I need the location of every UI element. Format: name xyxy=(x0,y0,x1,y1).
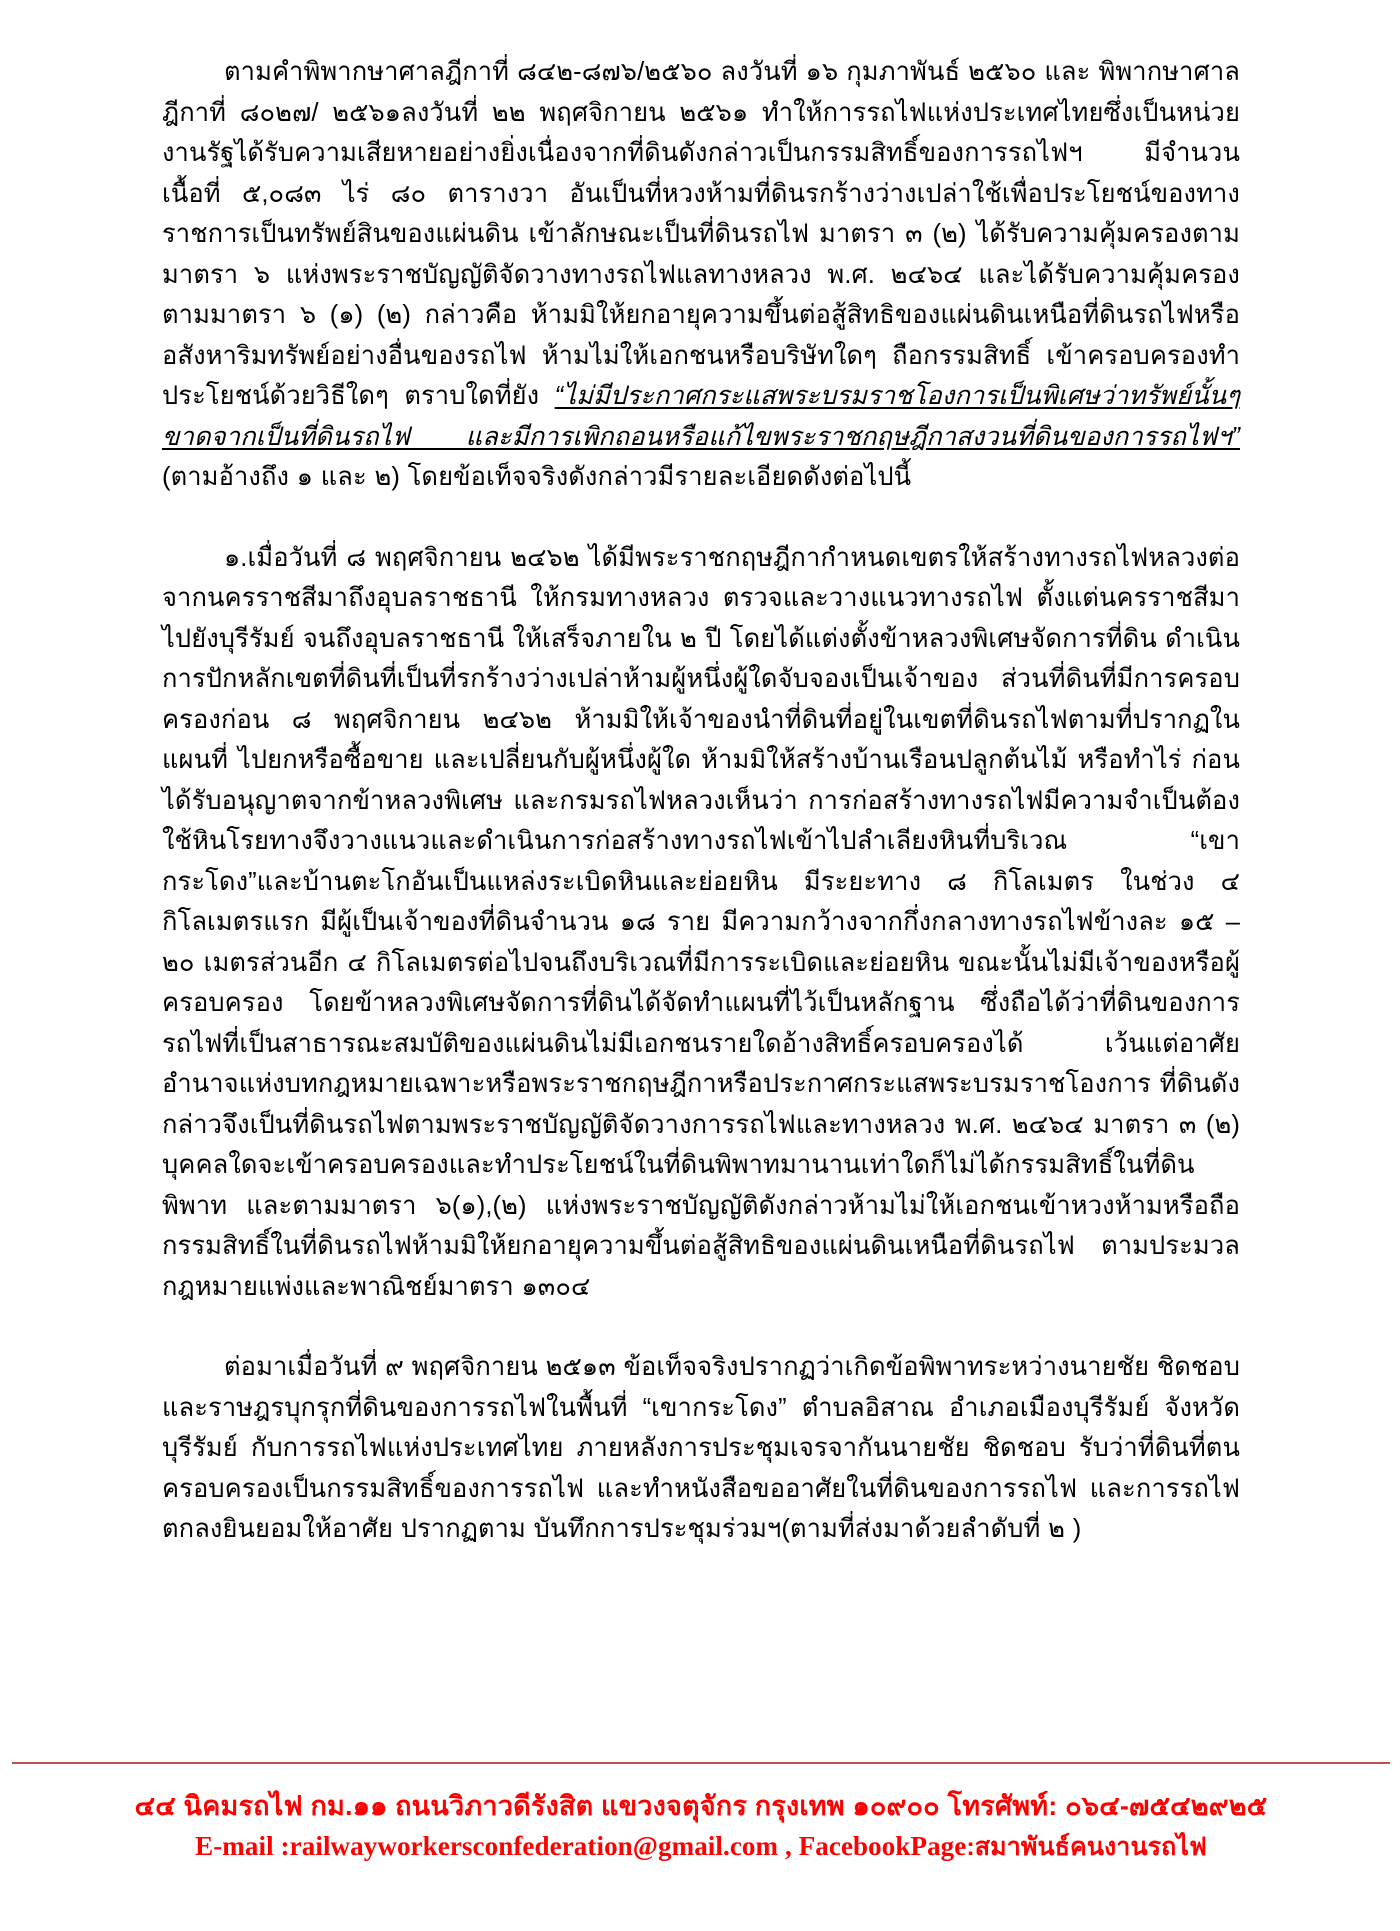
page-footer xyxy=(12,1762,1390,1867)
footer-contact xyxy=(12,1826,1390,1867)
footer-email-address[interactable]: railwayworkersconfederation@gmail.com xyxy=(289,1831,779,1861)
footer-address: ๔๔ นิคมรถไฟ กม.๑๑ ถนนวิภาวดีรังสิต แขวงจตุจักร กรุงเทพ ๑๐๙๐๐ โทรศัพท์: ๐๖๔-๗๕๔๒๙๒๕ xyxy=(134,1791,1268,1821)
paragraph-3 xyxy=(162,1347,1240,1550)
paragraph-spacer-2 xyxy=(162,1307,1240,1347)
paragraph-1-quoted-passage: “ไม่มีประกาศกระแสพระบรมราชโองการเป็นพิเศษว่าทรัพย์นั้นๆขาดจากเป็นที่ดินรถไฟ และมีการเพิกถอนหรือแก้ไขพระราชกฤษฎีกาสงวนที่ดินของการรถไฟฯ” xyxy=(162,382,1240,451)
paragraph-2-text: ๑.เมื่อวันที่ ๘ พฤศจิกายน ๒๔๖๒ ได้มีพระราชกฤษฎีกากำหนดเขตรให้สร้างทางรถไฟหลวงต่อจากนครราชสีมาถึงอุบลราชธานี ให้กรมทางหลวง ตรวจและวางแนวทางรถไฟ ตั้งแต่นครราชสีมา ไปยังบุรีรัมย์ จนถึงอุบลราชธานี ให้เสร็จภายใน ๒ ปี โดยได้แต่งตั้งข้าหลวงพิเศษจัดการที่ดิน ดำเนินการปักหลักเขตที่ดินที่เป็นที่รกร้างว่างเปล่าห้ามผู้หนึ่งผู้ใดจับจองเป็นเจ้าของ ส่วนที่ดินที่มีการครอบครองก่อน ๘ พฤศจิกายน ๒๔๖๒ ห้ามมิให้เจ้าของนำที่ดินที่อยู่ในเขตที่ดินรถไฟตามที่ปรากฏในแผนที่ ไปยกหรือซื้อขาย และเปลี่ยนกับผู้หนึ่งผู้ใด ห้ามมิให้สร้างบ้านเรือนปลูกต้นไม้ หรือทำไร่ ก่อนได้รับอนุญาตจากข้าหลวงพิเศษ และกรมรถไฟหลวงเห็นว่า การก่อสร้างทางรถไฟมีความจำเป็นต้องใช้หินโรยทางจึงวางแนวและดำเนินการก่อสร้างทางรถไฟเข้าไปลำเลียงหินที่บริเวณ “เขากระโดง”และบ้านตะโกอันเป็นแหล่งระเบิดหินและย่อยหิน มีระยะทาง ๘ กิโลเมตร ในช่วง ๔ กิโลเมตรแรก มีผู้เป็นเจ้าของที่ดินจำนวน ๑๘ ราย มีความกว้างจากกึ่งกลางทางรถไฟข้างละ ๑๕ – ๒๐ เมตรส่วนอีก ๔ กิโลเมตรต่อไปจนถึงบริเวณที่มีการระเบิดและย่อยหิน ขณะนั้นไม่มีเจ้าของหรือผู้ครอบครอง โดยข้าหลวงพิเศษจัดการที่ดินได้จัดทำแผนที่ไว้เป็นหลักฐาน ซึ่งถือได้ว่าที่ดินของการรถไฟที่เป็นสาธารณะสมบัติของแผ่นดินไม่มีเอกชนรายใดอ้างสิทธิ์ครอบครองได้ เว้นแต่อาศัยอำนาจแห่งบทกฎหมายเฉพาะหรือพระราชกฤษฎีกาหรือประกาศกระแสพระบรมราชโองการ ที่ดินดังกล่าวจึงเป็นที่ดินรถไฟตามพระราชบัญญัติจัดวางการรถไฟและทางหลวง พ.ศ. ๒๔๖๔ มาตรา ๓ (๒) บุคคลใดจะเข้าครอบครองและทำประโยชน์ในที่ดินพิพาทมานานเท่าใดก็ไม่ได้กรรมสิทธิ์ในที่ดินพิพาท และตามมาตรา ๖(๑),(๒) แห่งพระราชบัญญัติดังกล่าวห้ามไม่ให้เอกชนเข้าหวงห้ามหรือถือกรรมสิทธิ์ในที่ดินรถไฟห้ามมิให้ยกอายุความขึ้นต่อสู้สิทธิของแผ่นดินเหนือที่ดินรถไฟ ตามประมวลกฎหมายแพ่งและพาณิชย์มาตรา ๑๓๐๔ xyxy=(162,543,1240,1301)
footer-facebook-value[interactable]: :สมาพันธ์คนงานรถไฟ xyxy=(966,1833,1207,1861)
footer-separator: , xyxy=(778,1831,799,1861)
footer-email-label: E-mail : xyxy=(195,1831,290,1861)
paragraph-spacer-1 xyxy=(162,498,1240,538)
paragraph-3-text: ต่อมาเมื่อวันที่ ๙ พฤศจิกายน ๒๕๑๓ ข้อเท็จจริงปรากฏว่าเกิดข้อพิพาทระหว่างนายชัย ชิดชอบ และราษฎรบุกรุกที่ดินของการรถไฟในพื้นที่ “เขากระโดง” ตำบลอิสาณ อำเภอเมืองบุรีรัมย์ จังหวัดบุรีรัมย์ กับการรถไฟแห่งประเทศไทย ภายหลังการประชุมเจรจากันนายชัย ชิดชอบ รับว่าที่ดินที่ตนครอบครองเป็นกรรมสิทธิ์ของการรถไฟ และทำหนังสือขออาศัยในที่ดินของการรถไฟ และการรถไฟตกลงยินยอมให้อาศัย ปรากฏตาม บันทึกการประชุมร่วมฯ(ตามที่ส่งมาด้วยลำดับที่ ๒ ) xyxy=(162,1353,1240,1543)
footer-facebook-label[interactable]: FacebookPage xyxy=(798,1831,967,1861)
paragraph-1-run-normal-a: ตามคำพิพากษาศาลฎีกาที่ ๘๔๒-๘๗๖/๒๕๖๐ ลงวันที่ ๑๖ กุมภาพันธ์ ๒๕๖๐ และ พิพากษาศาลฎีกาที่ ๘๐๒๗/ ๒๕๖๑ลงวันที่ ๒๒ พฤศจิกายน ๒๕๖๑ ทำให้การรถไฟแห่งประเทศไทยซึ่งเป็นหน่วยงานรัฐได้รับความเสียหายอย่างยิ่งเนื่องจากที่ดินดังกล่าวเป็นกรรมสิทธิ์ของการรถไฟฯ มีจำนวนเนื้อที่ ๕,๐๘๓ ไร่ ๘๐ ตารางวา อันเป็นที่หวงห้ามที่ดินรกร้างว่างเปล่าใช้เพื่อประโยชน์ของทางราชการเป็นทรัพย์สินของแผ่นดิน เข้าลักษณะเป็นที่ดินรถไฟ มาตรา ๓ (๒) ได้รับความคุ้มครองตามมาตรา ๖ แห่งพระราชบัญญัติจัดวางทางรถไฟแลทางหลวง พ.ศ. ๒๔๖๔ และได้รับความคุ้มครองตามมาตรา ๖ (๑) (๒) กล่าวคือ ห้ามมิให้ยกอายุความขึ้นต่อสู้สิทธิของแผ่นดินเหนือที่ดินรถไฟหรืออสังหาริมทรัพย์อย่างอื่นของรถไฟ ห้ามไม่ให้เอกชนหรือบริษัทใดๆ ถือกรรมสิทธิ์ เข้าครอบครองทำประโยชน์ด้วยวิธีใดๆ ตราบใดที่ยัง xyxy=(162,58,1240,410)
paragraph-1-run-normal-b: (ตามอ้างถึง ๑ และ ๒) โดยข้อเท็จจริงดังกล่าวมีรายละเอียดดังต่อไปนี้ xyxy=(162,463,912,491)
paragraph-1 xyxy=(162,52,1240,498)
paragraph-2 xyxy=(162,538,1240,1308)
document-body xyxy=(162,52,1240,1550)
